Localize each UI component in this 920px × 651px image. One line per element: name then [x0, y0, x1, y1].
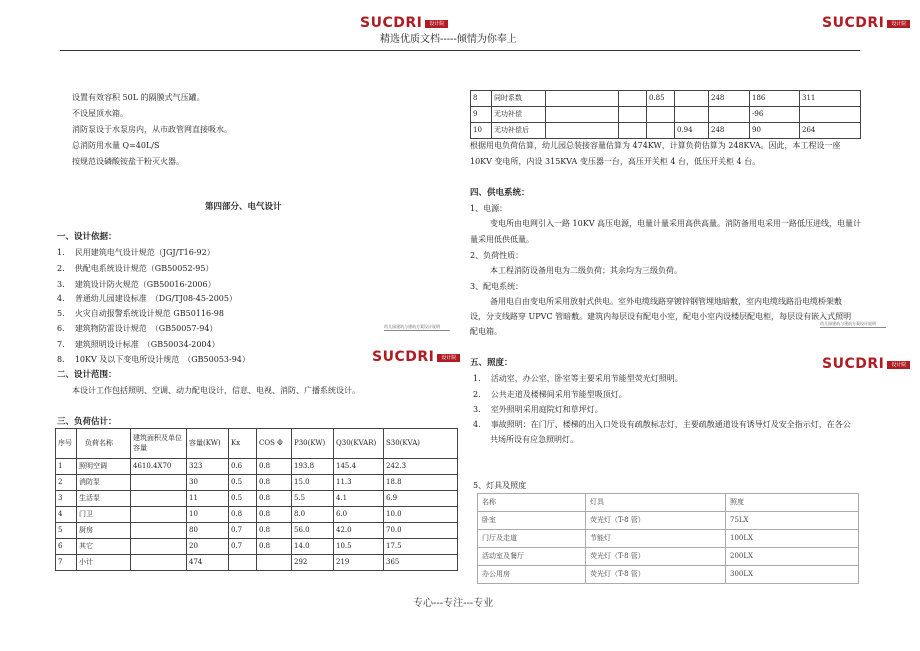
table-cell: 474 [187, 555, 229, 571]
table-cell: 6 [56, 539, 77, 555]
header-cell: 容量(KW) [187, 429, 229, 459]
table-cell [619, 91, 647, 107]
brand-logo-right [822, 15, 910, 33]
table-cell [647, 123, 675, 139]
table-cell: 0.8 [257, 539, 292, 555]
table-cell: 0.8 [257, 507, 292, 523]
power-subtitle: 2、负荷性质： [470, 251, 524, 260]
power-text: 备用电自由变电所采用放射式供电。室外电缆线路穿镀锌钢管埋地暗敷，室内电缆线路沿电缆桥架敷 [490, 297, 842, 306]
load-estimate-table [55, 428, 458, 571]
brand-logo-mid [372, 349, 460, 367]
header-cell: COS Φ [257, 429, 292, 459]
table-cell: 厨房 [77, 523, 131, 539]
table-row [471, 123, 861, 139]
table-cell: 荧光灯（T-8 管） [586, 512, 726, 530]
table-cell: 活动室及餐厅 [478, 548, 586, 566]
table-cell: 11.3 [334, 475, 384, 491]
table-cell: 0.8 [229, 507, 257, 523]
table-row [56, 459, 458, 475]
power-text: 量采用低供低量。 [470, 235, 534, 244]
power-text: 变电所由电网引入一路 10KV 高压电源，电量计量采用高供高量。消防备用电采用一路低压进线，电量计 [490, 219, 862, 228]
brand-name: SUCDRI [822, 15, 885, 31]
illuminance-item-cont: 共场所设有应急照明灯。 [490, 435, 578, 444]
table-row [471, 107, 861, 123]
table-cell: 0.6 [229, 459, 257, 475]
table-cell: 0.8 [257, 475, 292, 491]
brand-name: SUCDRI [360, 15, 423, 31]
intro-line: 消防泵设于水泵房内，从市政管网直接吸水。 [72, 125, 232, 134]
intro-line: 按规范设磷酸铵盐干粉灭火器。 [72, 157, 184, 166]
table-cell: 4 [56, 507, 77, 523]
table-cell: 80 [187, 523, 229, 539]
header-cell: Q30(KVAR) [334, 429, 384, 459]
power-subtitle: 3、配电系统： [470, 282, 524, 291]
illuminance-table [477, 493, 859, 584]
table-cell: 8 [471, 91, 492, 107]
code-item: 6. 建筑物防雷设计规范 （GB50057-94） [57, 324, 218, 333]
table-cell: 1 [56, 459, 77, 475]
table-cell: 248 [709, 91, 750, 107]
table-cell: 10.0 [384, 507, 458, 523]
table-cell [131, 555, 187, 571]
table-cell [647, 107, 675, 123]
table-cell: 0.85 [647, 91, 675, 107]
table-cell: 6.9 [384, 491, 458, 507]
code-item: 1. 民用建筑电气设计规范（JGJ/T16-92） [57, 248, 215, 257]
page-footer: 专心---专注---专业 [413, 598, 494, 609]
table-cell: 照明空调 [77, 459, 131, 475]
brand-logo-left [360, 15, 448, 33]
table-cell: 300LX [726, 566, 859, 584]
table-cell [800, 107, 861, 123]
table-cell: 186 [750, 91, 800, 107]
header-divider-right [470, 50, 860, 51]
table-cell: 30 [187, 475, 229, 491]
table-cell: 0.94 [675, 123, 709, 139]
table-row [478, 530, 859, 548]
power-text: 配电箱。 [470, 327, 502, 336]
table-cell: 17.5 [384, 539, 458, 555]
header-cell: 照度 [726, 494, 859, 512]
illuminance-item: 1. 活动室，办公室，卧室等主要采用节能型荧光灯照明。 [473, 374, 683, 383]
table-cell: 365 [384, 555, 458, 571]
power-subtitle: 1、电源： [470, 204, 508, 213]
lux-table-body [478, 512, 859, 584]
table-cell: 门厅及走道 [478, 530, 586, 548]
load-estimate-table-continued [470, 90, 861, 139]
table-cell: 90 [750, 123, 800, 139]
table-cell: -96 [750, 107, 800, 123]
table-cell: 节能灯 [586, 530, 726, 548]
header-divider [60, 50, 470, 51]
table-cell: 18.8 [384, 475, 458, 491]
power-text: 本工程消防设备用电为二级负荷；其余均为三级负荷。 [490, 266, 682, 275]
table-cell: 荧光灯（T-8 管） [586, 548, 726, 566]
table-cell [546, 91, 619, 107]
header-cell: 建筑面积及单位容量 [131, 429, 187, 459]
header-cell: S30(KVA) [384, 429, 458, 459]
table-cell: 292 [292, 555, 334, 571]
table-cell: 荧光灯（T-8 管） [586, 566, 726, 584]
table-row [56, 539, 458, 555]
table-cell: 0.8 [257, 523, 292, 539]
table-cell: 生活泵 [77, 491, 131, 507]
table-cell: 门卫 [77, 507, 131, 523]
section-power-supply-title: 四、供电系统： [470, 188, 530, 198]
table-cell: 7 [56, 555, 77, 571]
brand-name: SUCDRI [372, 349, 435, 365]
table-cell: 2 [56, 475, 77, 491]
table-cell [229, 555, 257, 571]
table-cell: 75LX [726, 512, 859, 530]
table-cell: 5.5 [292, 491, 334, 507]
table-cell: 0.8 [257, 491, 292, 507]
table-cell: 10 [187, 507, 229, 523]
stamp-rule-right [820, 327, 886, 328]
table-cell [675, 107, 709, 123]
doc-stamp-left: 幼儿园建筑与建筑方案设计说明 [384, 324, 440, 329]
table-cell [546, 107, 619, 123]
section-design-basis-title: 一、设计依据： [57, 232, 117, 242]
code-item: 4. 普通幼儿园建设标准 （DG/TJ08-45-2005） [57, 294, 237, 303]
table-cell: 0.8 [257, 459, 292, 475]
header-cell: 灯具 [586, 494, 726, 512]
illuminance-item: 3. 室外照明采用庭院灯和草坪灯。 [473, 405, 603, 414]
table-cell: 100LX [726, 530, 859, 548]
brand-logo-right-mid [822, 356, 910, 374]
table-cell: 14.0 [292, 539, 334, 555]
code-item: 5. 火灾自动报警系统设计规范 GB50116-98 [57, 309, 224, 318]
table-cell: 5 [56, 523, 77, 539]
header-cell: 名称 [478, 494, 586, 512]
table-cell: 无功补偿后 [492, 123, 546, 139]
brand-badge: 设计院 [425, 20, 448, 28]
table-cell [709, 107, 750, 123]
table-cell: 0.7 [229, 539, 257, 555]
table-cell: 323 [187, 459, 229, 475]
table-row [56, 475, 458, 491]
table-cell [131, 523, 187, 539]
table-header-row [56, 429, 458, 459]
table-cell: 小计 [77, 555, 131, 571]
table-cell: 消防泵 [77, 475, 131, 491]
table-cell: 56.0 [292, 523, 334, 539]
table-cell: 8.0 [292, 507, 334, 523]
doc-stamp-right: 幼儿园建筑与建筑方案设计说明 [820, 321, 876, 326]
table-cell: 264 [800, 123, 861, 139]
page-header-title: 精选优质文档-----倾情为你奉上 [380, 34, 517, 45]
table-cell: 3 [56, 491, 77, 507]
table-cell: 4.1 [334, 491, 384, 507]
illuminance-item: 2. 公共走道及楼梯间采用节能型吸顶灯。 [473, 390, 627, 399]
power-text: 设，分支线路穿 UPVC 管暗敷。建筑内每层设有配电小室，配电小室内设楼层配电柜，每层设有嵌入式照明 [470, 312, 852, 321]
table-cell: 卧室 [478, 512, 586, 530]
brand-badge: 设计院 [887, 20, 910, 28]
part-title: 第四部分、电气设计 [205, 202, 282, 212]
table-cell: 200LX [726, 548, 859, 566]
table-cell: 0.5 [229, 491, 257, 507]
section-load-title: 三、负荷估计： [57, 417, 117, 427]
table-cell: 10.5 [334, 539, 384, 555]
table-cell: 0.5 [229, 475, 257, 491]
table-cell: 6.0 [334, 507, 384, 523]
section-scope-title: 二、设计范围： [57, 370, 117, 380]
table-cell [131, 475, 187, 491]
illuminance-item: 4. 事故照明：在门厅、楼梯的出入口处设有疏散标志灯，主要疏散通道设有诱导灯及安全指示灯，在各公 [473, 420, 851, 429]
table-row [56, 507, 458, 523]
table-cell: 70.0 [384, 523, 458, 539]
intro-line: 设置有效容积 50L 的隔膜式气压罐。 [72, 93, 205, 102]
table-cell [131, 491, 187, 507]
table-cell [619, 107, 647, 123]
table-cell: 11 [187, 491, 229, 507]
table-row [56, 491, 458, 507]
table-cell: 办公用房 [478, 566, 586, 584]
code-item: 8. 10KV 及以下变电所设计规范 （GB50053-94） [57, 355, 250, 364]
table-cell: 193.8 [292, 459, 334, 475]
intro-line: 总消防用水量 Q=40L/S [72, 141, 160, 150]
table-cell: 145.4 [334, 459, 384, 475]
table-row [471, 91, 861, 107]
table-row [478, 512, 859, 530]
table-cell [257, 555, 292, 571]
table-row [56, 555, 458, 571]
brand-name: SUCDRI [822, 356, 885, 372]
scope-text: 本设计工作包括照明、空调、动力配电设计，信息、电视、消防、广播系统设计。 [72, 386, 360, 395]
table-row [56, 523, 458, 539]
table-cell: 42.0 [334, 523, 384, 539]
lux-table-title: 5、灯具及照度 [473, 481, 527, 490]
header-cell: P30(KW) [292, 429, 334, 459]
summary-line: 根据用电负荷估算，幼儿园总装接容量估算为 474KW，计算负荷估算为 248KVA。因此，本工程设一座 [470, 141, 841, 150]
code-item: 2. 供配电系统设计规范（GB50052-95） [57, 264, 214, 273]
table-cell: 311 [800, 91, 861, 107]
table-cell [675, 91, 709, 107]
table-cell [131, 539, 187, 555]
summary-line: 10KV 变电所，内设 315KVA 变压器一台，高压开关柜 4 台，低压开关柜 4 台。 [470, 157, 761, 166]
intro-line: 不设屋顶水箱。 [72, 109, 128, 118]
table-cell: 0.7 [229, 523, 257, 539]
table-cell [131, 507, 187, 523]
table-cell: 20 [187, 539, 229, 555]
table-cell: 248 [709, 123, 750, 139]
header-cell: 序号 [56, 429, 77, 459]
header-cell: Kx [229, 429, 257, 459]
table-cell: 4610.4X70 [131, 459, 187, 475]
brand-badge: 设计院 [887, 361, 910, 369]
load-table-body [56, 459, 458, 571]
table-cell: 无功补偿 [492, 107, 546, 123]
cont-table-body [471, 91, 861, 139]
code-item: 3. 建筑设计防火规范（GB50016-2006） [57, 280, 216, 289]
header-cell: 负荷名称 [77, 429, 131, 459]
stamp-rule-left [384, 330, 450, 331]
table-row [478, 566, 859, 584]
table-cell: 15.0 [292, 475, 334, 491]
section-illuminance-title: 五、照度： [470, 358, 513, 368]
table-header-row [478, 494, 859, 512]
table-row [478, 548, 859, 566]
table-cell: 9 [471, 107, 492, 123]
table-cell: 其它 [77, 539, 131, 555]
table-cell: 242.3 [384, 459, 458, 475]
table-cell: 219 [334, 555, 384, 571]
table-cell: 同时系数 [492, 91, 546, 107]
table-cell [546, 123, 619, 139]
brand-badge: 设计院 [437, 354, 460, 362]
table-cell [619, 123, 647, 139]
code-item: 7. 建筑照明设计标准 （GB50034-2004） [57, 340, 220, 349]
table-cell: 10 [471, 123, 492, 139]
